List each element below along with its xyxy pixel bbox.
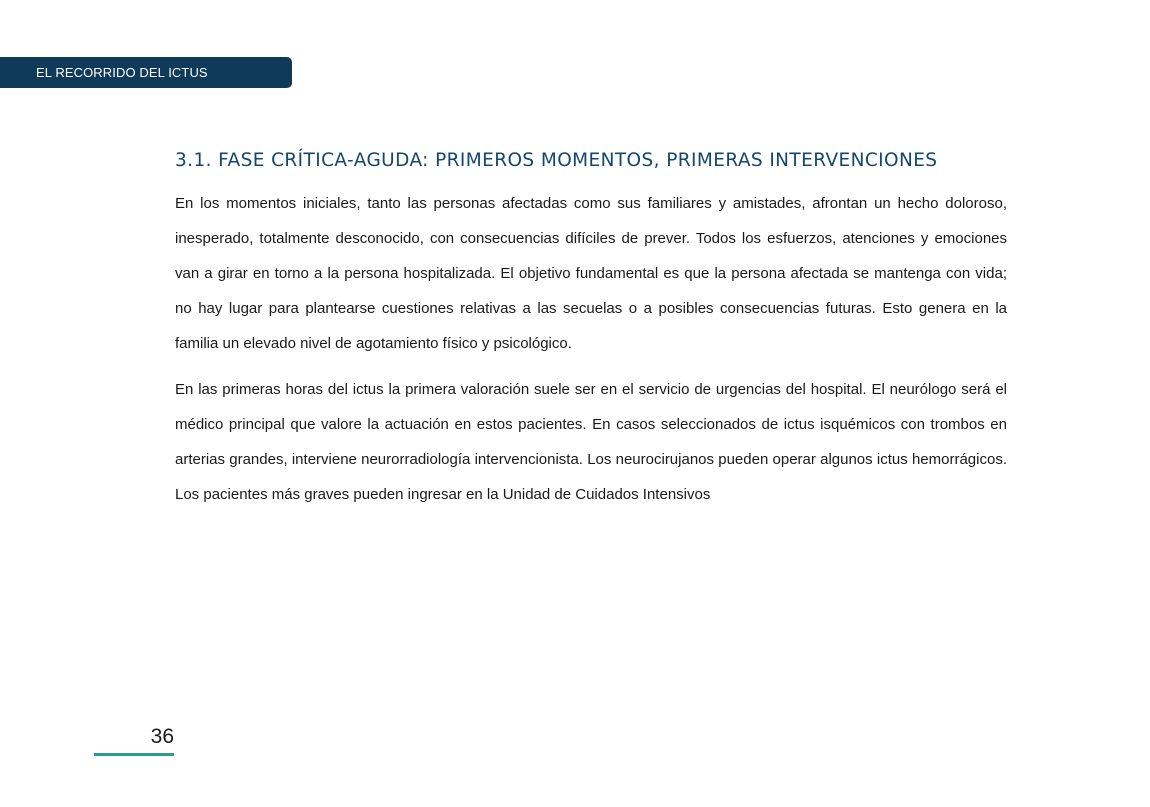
page-number: 36 — [94, 722, 174, 756]
main-content — [175, 150, 1007, 523]
paragraph-2: En las primeras horas del ictus la primera valoración suele ser en el servicio de urgencias del hospital. El neurólogo será el médico principal que valore la actuación en estos pacientes. En casos seleccionados de ictus isquémicos con trombos en arterias grandes, interviene neurorradiología intervencionista. Los neurocirujanos pueden operar algunos ictus hemorrágicos. Los pacientes más graves pueden ingresar en la Unidad de Cuidados Intensivos — [175, 381, 1007, 503]
paragraph-1: En los momentos iniciales, tanto las personas afectadas como sus familiares y amistades, afrontan un hecho doloroso, inesperado, totalmente desconocido, con consecuencias difíciles de prever. Todos los esfuerzos, atenciones y emociones van a girar en torno a la persona hospitalizada. El objetivo fundamental es que la persona afectada se mantenga con vida; no hay lugar para plantearse cuestiones relativas a las secuelas o a posibles consecuencias futuras. Esto genera en la familia un elevado nivel de agotamiento físico y psicológico. — [175, 195, 1007, 352]
section-header-bar — [0, 57, 292, 88]
section-title: 3.1. FASE CRÍTICA-AGUDA: PRIMEROS MOMENTOS, PRIMERAS INTERVENCIONES — [175, 150, 938, 171]
section-header-label: EL RECORRIDO DEL ICTUS — [36, 65, 208, 80]
